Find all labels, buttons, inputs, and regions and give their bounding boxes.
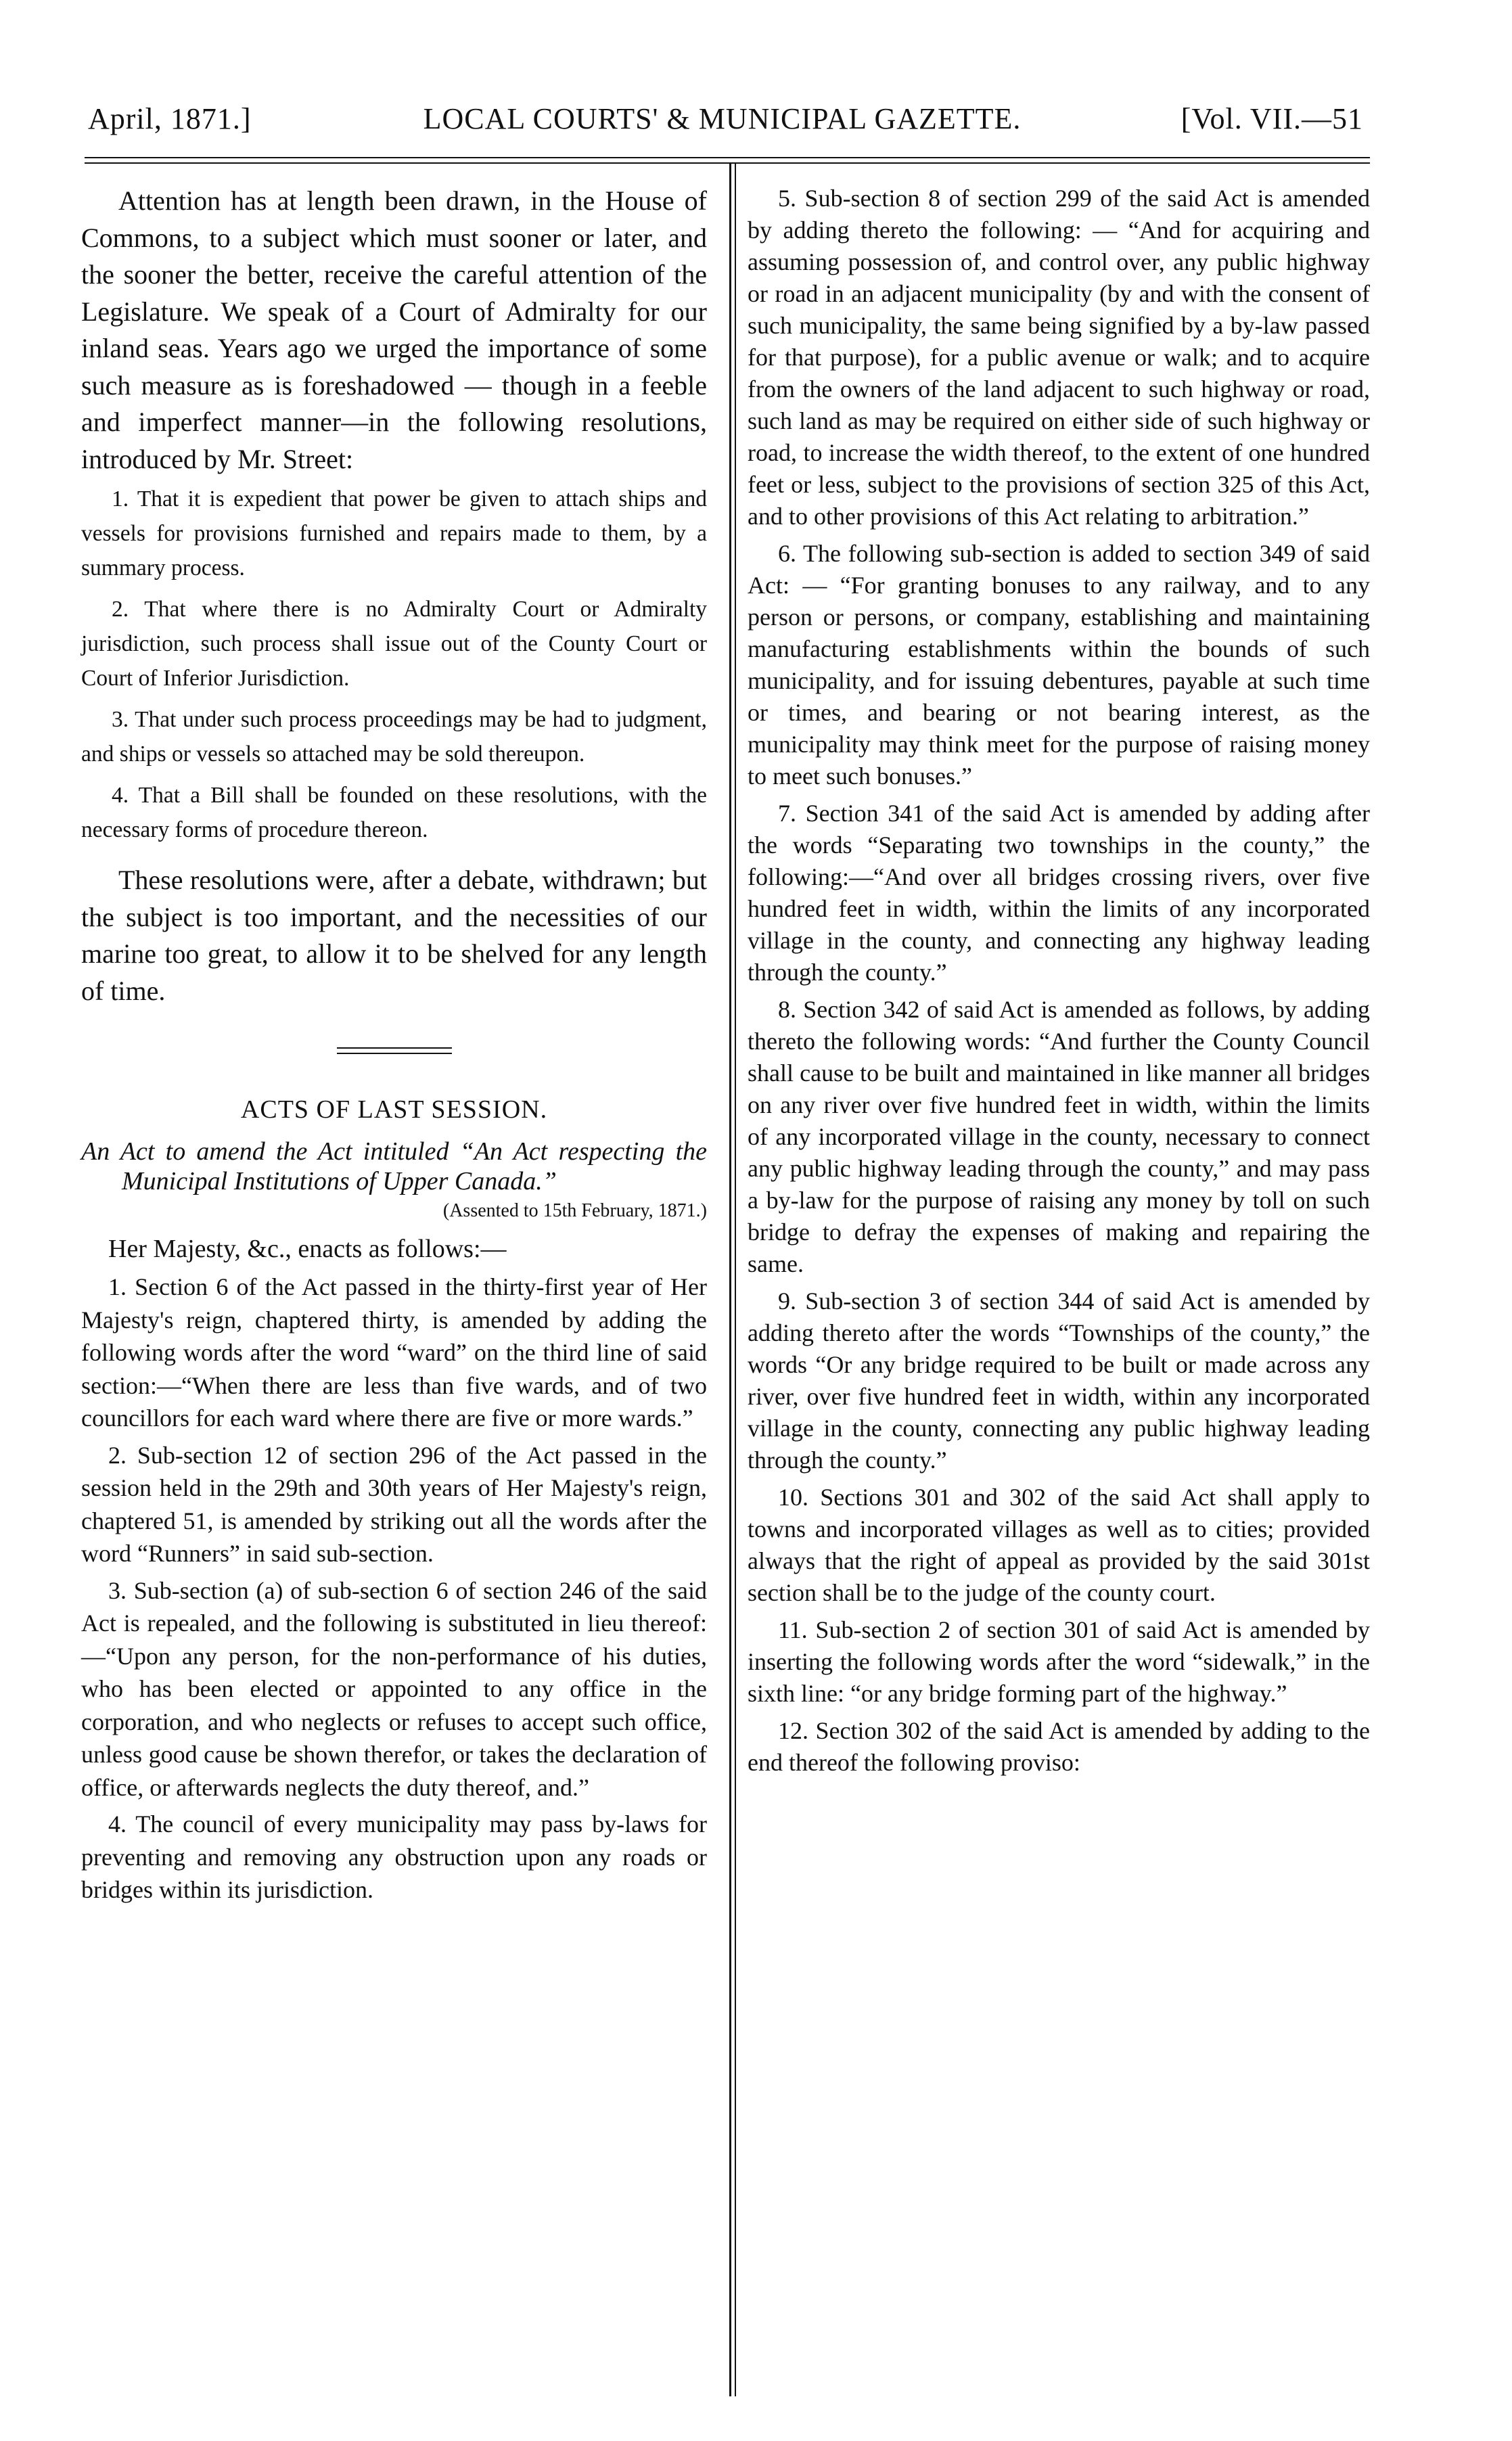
- admiralty-intro: Attention has at length been drawn, in the House of Commons, to a subject which must sooner or later, and the sooner the better, receive the careful attention of the Legislature. We speak of a Court of Admiralty for our inland seas. Years ago we urged the importance of some such measure as is foreshadowed — though in a feeble and imperfect manner—in the following resolutions, introduced by Mr. Street:: [81, 185, 707, 474]
- header-date: April, 1871.]: [88, 102, 252, 135]
- act-section: 11. Sub-section 2 of section 301 of said Act is amended by inserting the following words after the word “sidewalk,” in the sixth line: “or any bridge forming part of the highway.”: [748, 1616, 1370, 1707]
- act-section: 9. Sub-section 3 of section 344 of said Act is amended by adding thereto after the words “Townships of the county,” the words “Or any bridge required to be built or made across any river, over five hundred feet in width, within any incorporated village in the county, connecting any public highway leading through the county.”: [748, 1287, 1370, 1474]
- acts-heading: ACTS OF LAST SESSION.: [240, 1095, 548, 1124]
- resolution: 3. That under such process proceedings may be had to judgment, and ships or vessels so attached may be sold thereupon.: [81, 707, 707, 767]
- act-section: 12. Section 302 of the said Act is amended by adding to the end thereof the following proviso:: [748, 1717, 1370, 1776]
- act-section: 6. The following sub-section is added to section 349 of said Act: — “For granting bonuses to any railway, and to any person or persons, or company, establishing and maintaining manufacturing establishments within the bounds of such municipality, and for issuing debentures, payable at such time or times, and bearing or not bearing interest, as the municipality may think meet for the purpose of raising money to meet such bonuses.”: [748, 540, 1370, 790]
- resolution: 2. That where there is no Admiralty Court or Admiralty jurisdiction, such process shall issue out of the County Court or Court of Inferior Jurisdiction.: [81, 597, 707, 691]
- act-title: An Act to amend the Act intituled “An Act respecting the Municipal Institutions of Upper Canada.”: [81, 1137, 707, 1195]
- act-section: 4. The council of every municipality may pass by-laws for preventing and removing any obstruction upon any roads or bridges within its jurisdiction.: [81, 1810, 707, 1903]
- assent-date: (Assented to 15th February, 1871.): [442, 1200, 707, 1221]
- act-section: 5. Sub-section 8 of section 299 of the said Act is amended by adding thereto the following: — “And for acquiring and assuming possession of, and control over, any public highway or road in an adjacent municipality (by and with the consent of such municipality, the same being signified by a by-law passed for that purpose), for a public avenue or walk; and to acquire from the owners of the land adjacent to such highway or road, such land as may be required on either side of such highway or road, to increase the width thereof, to the extent of one hundred feet or less, subject to the provisions of section 325 of this Act, and to other provisions of this Act relating to arbitration.”: [748, 185, 1370, 530]
- resolution: 4. That a Bill shall be founded on these resolutions, with the necessary forms of procedure thereon.: [81, 783, 707, 842]
- column-divider-inner: [735, 164, 736, 2396]
- header-rule: [85, 157, 1370, 164]
- enacting-clause: Her Majesty, &c., enacts as follows:—: [108, 1235, 507, 1263]
- section-rule: [337, 1047, 452, 1054]
- page-header: [81, 101, 1363, 149]
- header-volume: [Vol. VII.—51: [1181, 102, 1363, 135]
- act-section: 8. Section 342 of said Act is amended as follows, by adding thereto the following words: “And further the County Council shall cause to be built and maintained in like manner all bridges on any river over five hundred feet in width, within the limits of any incorporated village in the county, necessary to connect any public highway leading through the county,” and may pass a by-law for the purpose of raising any money by toll on such bridge to defray the expenses of making and repairing the same.: [748, 996, 1370, 1277]
- act-section: 10. Sections 301 and 302 of the said Act shall apply to towns and incorporated villages as well as to cities; provided always that the right of appeal as provided by the said 301st section shall be to the judge of the county court.: [748, 1484, 1370, 1606]
- resolution: 1. That it is expedient that power be given to attach ships and vessels for provisions furnished and repairs made to them, by a summary process.: [81, 486, 707, 580]
- act-section: 3. Sub-section (a) of sub-section 6 of section 246 of the said Act is repealed, and the following is substituted in lieu thereof:—“Upon any person, for the non-performance of his duties, who has been elected or appointed to any office in the corporation, and who neglects or refuses to accept such office, unless good cause be shown therefor, or takes the declaration of office, or afterwards neglects the duty thereof, and.”: [81, 1576, 707, 1801]
- resolutions-outcome: These resolutions were, after a debate, withdrawn; but the subject is too important, and the necessities of our marine too great, to allow it to be shelved for any length of time.: [81, 865, 707, 1006]
- column-divider: [729, 164, 731, 2396]
- header-title: LOCAL COURTS' & MUNICIPAL GAZETTE.: [423, 102, 1022, 135]
- right-column: [748, 183, 1370, 1779]
- left-column: [81, 183, 707, 1907]
- act-section: 2. Sub-section 12 of section 296 of the Act passed in the session held in the 29th and 30th years of Her Majesty's reign, chaptered 51, is amended by striking out all the words after the word “Runners” in said sub-section.: [81, 1441, 707, 1567]
- act-section: 1. Section 6 of the Act passed in the thirty-first year of Her Majesty's reign, chaptered thirty, is amended by adding the following words after the word “ward” on the third line of said section:—“When there are less than five wards, and of two councillors for each ward where there are five or more wards.”: [81, 1273, 707, 1432]
- act-section: 7. Section 341 of the said Act is amended by adding after the words “Separating two townships in the county,” the following:—“And over all bridges crossing rivers, over five hundred feet in width, within the limits of any incorporated village in the county, and connecting any highway leading through the county.”: [748, 800, 1370, 986]
